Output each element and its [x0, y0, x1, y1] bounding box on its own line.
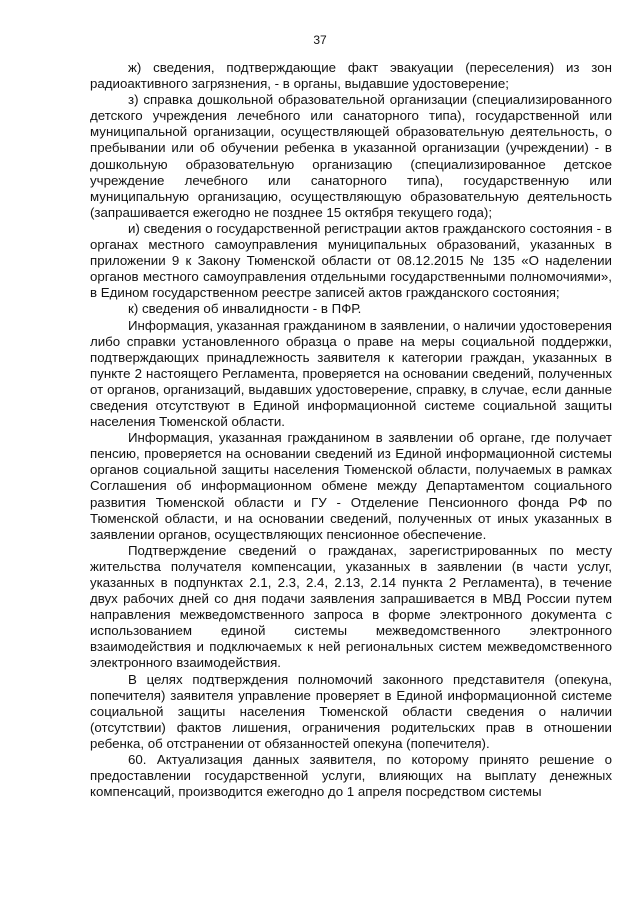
document-body — [90, 60, 612, 800]
paragraph-zh: ж) сведения, подтверждающие факт эвакуации (переселения) из зон радиоактивного загрязнения, - в органы, выдавшие удостоверение; — [90, 60, 612, 92]
paragraph-60: 60. Актуализация данных заявителя, по которому принято решение о предоставлении государственной услуги, влияющих на выплату денежных компенсаций, производится ежегодно до 1 апреля посредством системы — [90, 752, 612, 800]
page-number: 37 — [313, 33, 327, 47]
paragraph-guardian-info: В целях подтверждения полномочий законного представителя (опекуна, попечителя) заявителя управление проверяет в Единой информационной системе социальной защиты населения Тюменской области сведения о наличии (отсутствии) фактов лишения, ограничения родительских прав в отношении ребенка, об отстранении от обязанностей опекуна (попечителя). — [90, 671, 612, 751]
paragraph-certificate-info: Информация, указанная гражданином в заявлении, о наличии удостоверения либо справки установленного образца о праве на меры социальной поддержки, подтверждающих принадлежность заявителя к категории граждан, указанных в пункте 2 настоящего Регламента, проверяется на основании сведений, полученных от органов, организаций, выдавших удостоверение, справку, в случае, если данные сведения отсутствуют в Единой информационной системе социальной защиты населения Тюменской области. — [90, 317, 612, 430]
paragraph-z: з) справка дошкольной образовательной организации (специализированного детского учреждения лечебного или санаторного типа), государственной или муниципальной организации, осуществляющей образовательную деятельность, о пребывании или об обучении ребенка в указанной организации (учреждении) - в дошкольную образовательную организацию (специализированное детское учреждение лечебного или санаторного типа), государственную или муниципальную организацию, осуществляющую образовательную деятельность (запрашивается ежегодно не позднее 15 октября текущего года); — [90, 92, 612, 220]
paragraph-i: и) сведения о государственной регистрации актов гражданского состояния - в органах местного самоуправления муниципальных образований, указанных в приложении 9 к Закону Тюменской области от 08.12.2015 № 135 «О наделении органов местного самоуправления отдельными государственными полномочиями», в Едином государственном реестре записей актов гражданского состояния; — [90, 220, 612, 301]
paragraph-pension-info: Информация, указанная гражданином в заявлении об органе, где получает пенсию, проверяется на основании сведений из Единой информационной системы органов социальной защиты населения Тюменской области, получаемых в рамках Соглашения об информационном обмене между Департаментом социального развития Тюменской области и ГУ - Отделение Пенсионного фонда РФ по Тюменской области, и на основании сведений, полученных от иных указанных в заявлении органов, осуществляющих пенсионное обеспечение. — [90, 430, 612, 542]
paragraph-registration-info: Подтверждение сведений о гражданах, зарегистрированных по месту жительства получателя компенсации, указанных в заявлении (в части услуг, указанных в подпунктах 2.1, 2.3, 2.4, 2.13, 2.14 пункта 2 Регламента), в течение двух рабочих дней со дня подачи заявления запрашивается в МВД России путем направления межведомственного запроса в форме электронного документа с использованием единой системы межведомственного электронного взаимодействия и подключаемых к ней региональных систем межведомственного электронного взаимодействия. — [90, 542, 612, 671]
paragraph-k: к) сведения об инвалидности - в ПФР. — [128, 301, 362, 317]
